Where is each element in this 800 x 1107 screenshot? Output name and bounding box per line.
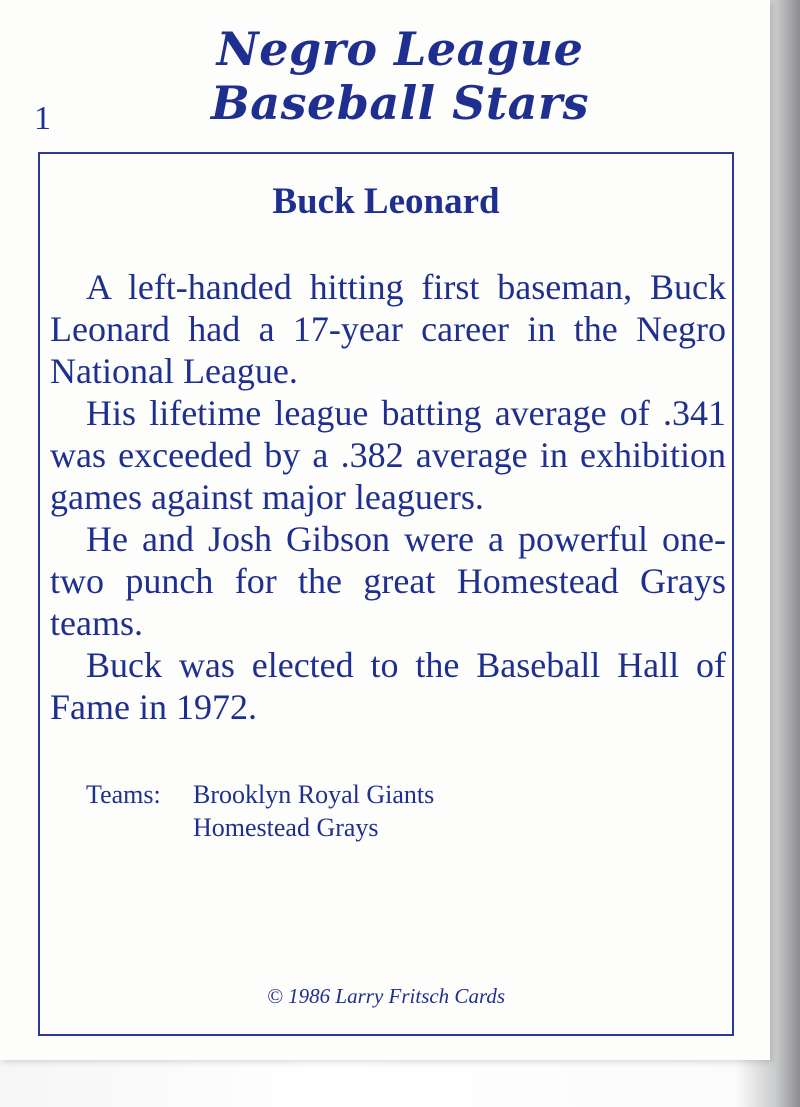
copyright-notice: © 1986 Larry Fritsch Cards xyxy=(266,984,506,1008)
teams-section xyxy=(86,778,434,844)
teams-label: Teams: xyxy=(86,780,161,809)
team-name: Brooklyn Royal Giants xyxy=(193,780,435,809)
brand-logo xyxy=(140,22,660,130)
brand-line-2: Baseball Stars xyxy=(210,76,590,130)
player-name: Buck Leonard xyxy=(272,181,500,222)
bio-paragraph: Buck was elected to the Baseball Hall of Fame in 1972. xyxy=(50,645,726,727)
teams-label-spacer xyxy=(86,811,193,844)
brand-line-1: Negro League xyxy=(216,22,584,76)
team-name: Homestead Grays xyxy=(193,813,379,842)
card-number: 1 xyxy=(34,100,51,137)
bio-paragraph: He and Josh Gibson were a powerful one-two punch for the great Homestead Grays teams. xyxy=(50,519,726,643)
bio-paragraph: His lifetime league batting average of .341 was exceeded by a .382 average in exhibition games against major leaguers. xyxy=(50,393,726,517)
content-frame xyxy=(38,152,734,1036)
bio-paragraph: A left-handed hitting first baseman, Buck Leonard had a 17-year career in the Negro National League. xyxy=(50,267,726,391)
bio-text xyxy=(50,266,726,728)
